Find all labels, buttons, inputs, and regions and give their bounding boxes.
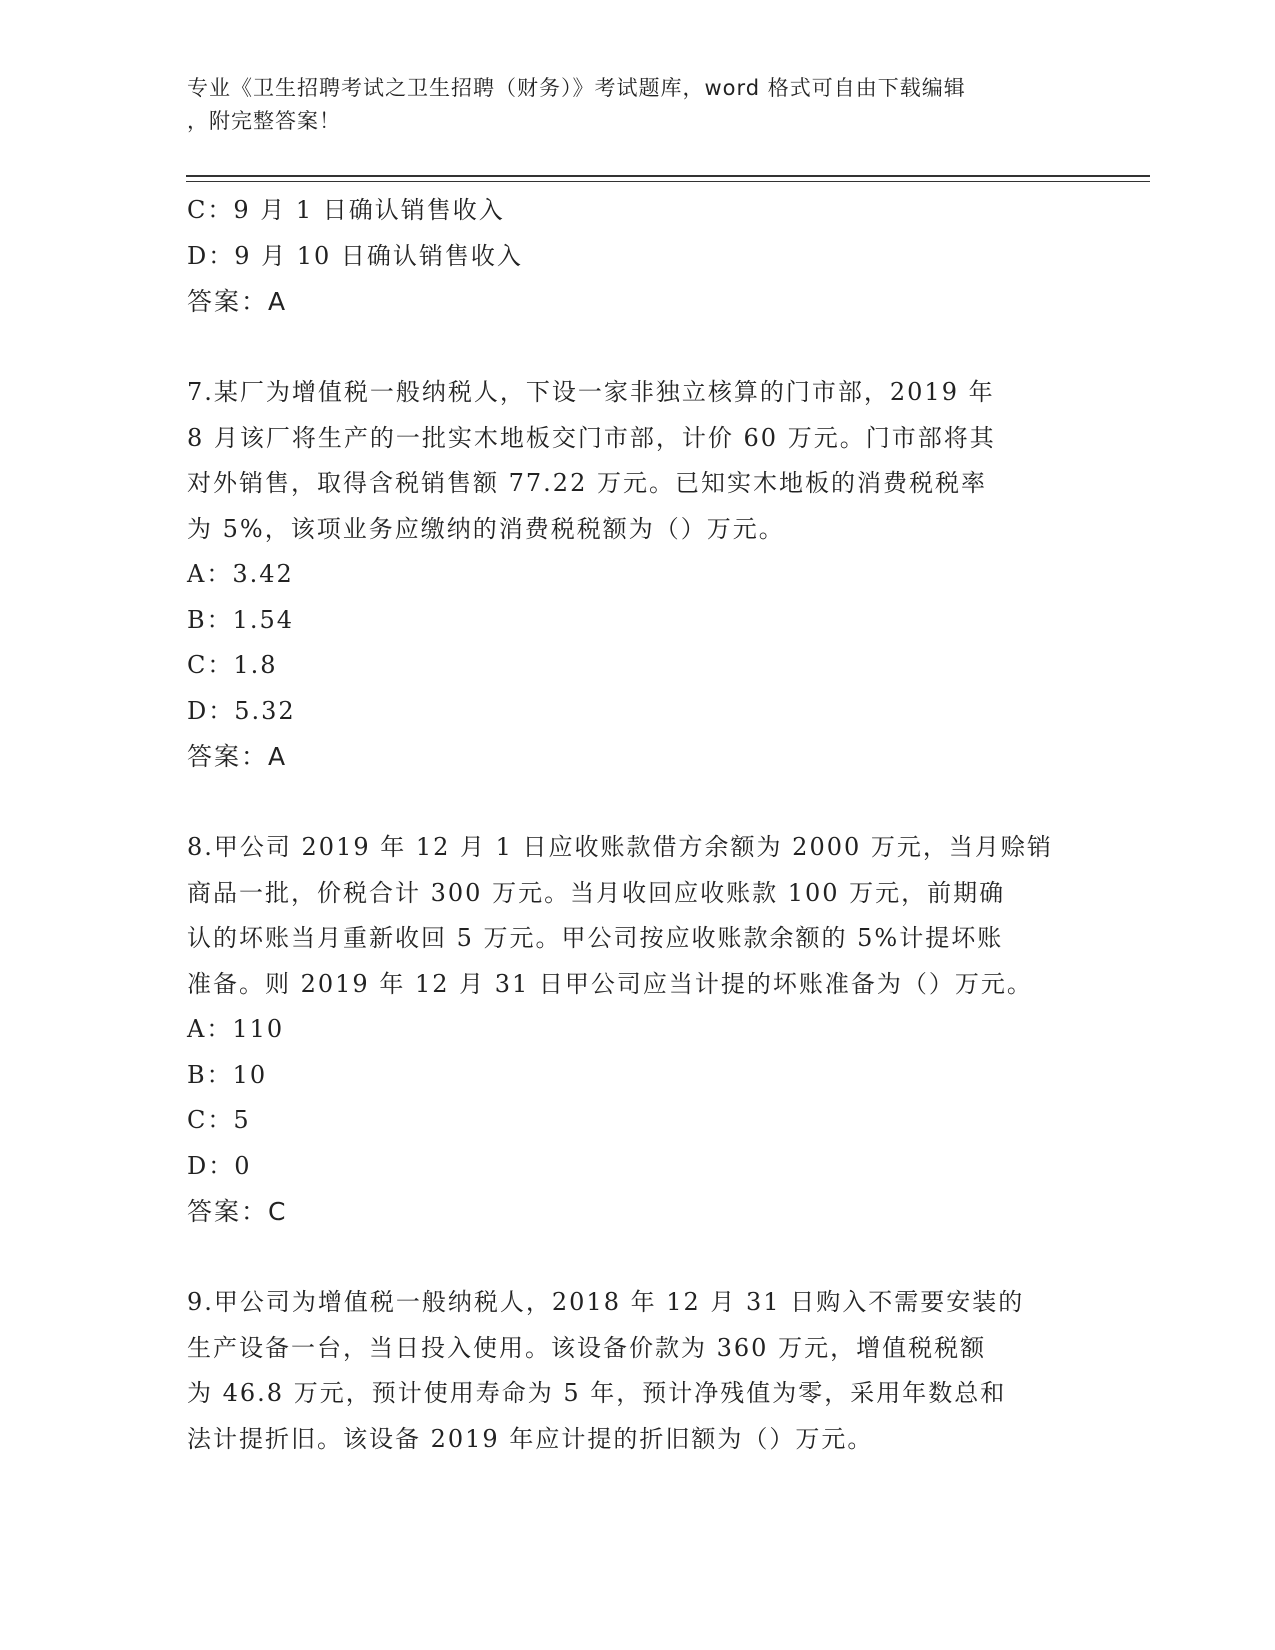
question-text-line: 生产设备一台，当日投入使用。该设备价款为 360 万元，增值税税额	[187, 1333, 987, 1362]
option-d: D：0	[187, 1151, 252, 1180]
document-header	[187, 72, 1067, 138]
question-text-line: 8 月该厂将生产的一批实木地板交门市部，计价 60 万元。门市部将其	[187, 423, 996, 452]
question-text-line: 为 46.8 万元，预计使用寿命为 5 年，预计净残值为零，采用年数总和	[187, 1379, 1007, 1407]
answer: 答案：A	[187, 742, 288, 771]
question-7	[187, 370, 1087, 780]
question-text-line: 对外销售，取得含税销售额 77.22 万元。已知实木地板的消费税税率	[187, 469, 987, 497]
option-a: A：110	[187, 1015, 285, 1043]
question-text-line: 商品一批，价税合计 300 万元。当月收回应收账款 100 万元，前期确	[187, 878, 1006, 907]
header-line-2: ，附完整答案！	[187, 109, 341, 133]
question-text-line: 认的坏账当月重新收回 5 万元。甲公司按应收账款余额的 5%计提坏账	[187, 924, 1004, 952]
prev-question	[187, 188, 1087, 325]
header-rule-thin	[186, 181, 1150, 182]
question-text-line: 8.甲公司 2019 年 12 月 1 日应收账款借方余额为 2000 万元，当月赊销	[187, 833, 1053, 861]
answer: 答案：A	[187, 287, 288, 316]
spacer	[187, 780, 1087, 826]
option-d: D：9 月 10 日确认销售收入	[187, 241, 523, 270]
option-c: C：1.8	[187, 651, 278, 679]
question-text-line: 为 5%，该项业务应缴纳的消费税税额为（）万元。	[187, 514, 785, 543]
answer: 答案：C	[187, 1197, 288, 1226]
question-content	[187, 188, 1087, 1462]
question-text-line: 9.甲公司为增值税一般纳税人，2018 年 12 月 31 日购入不需要安装的	[187, 1288, 1025, 1316]
header-rule-thick	[186, 175, 1150, 177]
question-9	[187, 1280, 1087, 1462]
option-b: B：10	[187, 1060, 268, 1089]
option-c: C：5	[187, 1106, 251, 1134]
option-d: D：5.32	[187, 696, 296, 725]
option-a: A：3.42	[187, 560, 294, 588]
header-line-1: 专业《卫生招聘考试之卫生招聘（财务）》考试题库，word 格式可自由下载编辑	[187, 76, 966, 100]
spacer	[187, 325, 1087, 371]
question-text-line: 法计提折旧。该设备 2019 年应计提的折旧额为（）万元。	[187, 1424, 874, 1453]
option-b: B：1.54	[187, 605, 295, 634]
option-c: C：9 月 1 日确认销售收入	[187, 196, 505, 224]
question-8	[187, 825, 1087, 1235]
spacer	[187, 1235, 1087, 1281]
question-text-line: 准备。则 2019 年 12 月 31 日甲公司应当计提的坏账准备为（）万元。	[187, 969, 1033, 998]
question-text-line: 7.某厂为增值税一般纳税人，下设一家非独立核算的门市部，2019 年	[187, 378, 995, 406]
